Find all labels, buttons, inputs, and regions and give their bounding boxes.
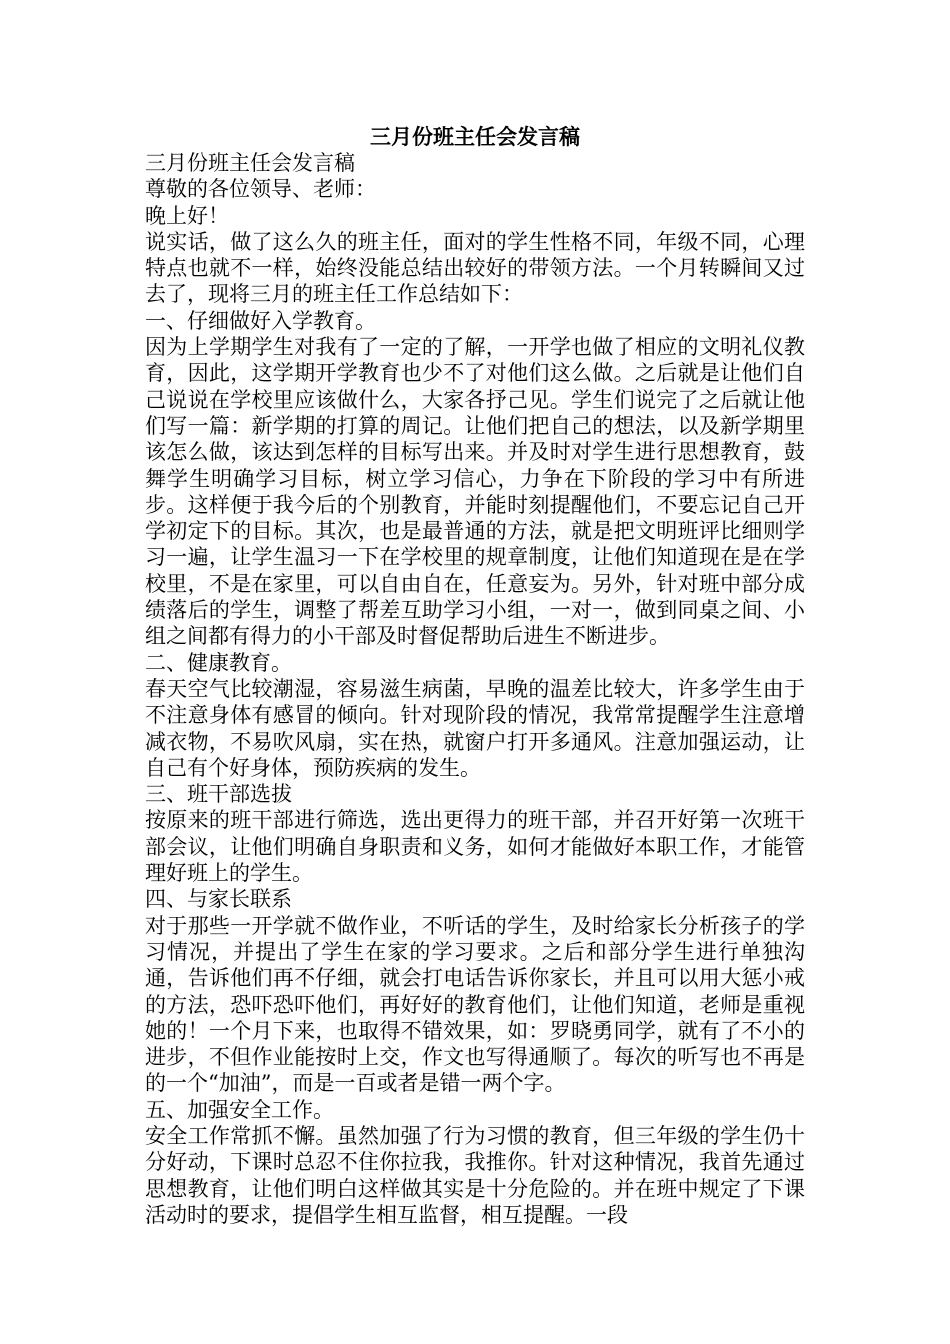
section-heading-3: 三、班干部选拔	[145, 782, 292, 807]
section-body-3: 按原来的班干部进行筛选，选出更得力的班干部，并召开好第一次班干部会议，让他们明确自身职责和义务，如何才能做好本职工作，才能管理好班上的学生。	[145, 808, 805, 886]
greeting: 晚上好！	[145, 203, 229, 228]
section-heading-4: 四、与家长联系	[145, 887, 292, 912]
document-title: 三月份班主任会发言稿	[370, 124, 580, 149]
intro-paragraph: 说实话，做了这么久的班主任，面对的学生性格不同，年级不同，心理特点也就不一样，始终没能总结出较好的带领方法。一个月转瞬间又过去了，现将三月的班主任工作总结如下：	[145, 229, 805, 307]
section-heading-2: 二、健康教育。	[145, 650, 292, 675]
section-heading-1: 一、仔细做好入学教育。	[145, 308, 376, 333]
salutation: 尊敬的各位领导、老师：	[145, 177, 376, 202]
section-body-4: 对于那些一开学就不做作业，不听话的学生，及时给家长分析孩子的学习情况，并提出了学生在家的学习要求。之后和部分学生进行单独沟通，告诉他们再不仔细，就会打电话告诉你家长，并且可以用大惩小戒的方法，恐吓恐吓他们，再好好的教育他们，让他们知道，老师是重视她的！一个月下来，也取得不错效果，如：罗晓勇同学，就有了不小的进步，不但作业能按时上交，作文也写得通顺了。每次的听写也不再是的一个“加油”，而是一百或者是错一两个字。	[145, 913, 805, 1096]
section-body-1: 因为上学期学生对我有了一定的了解，一开学也做了相应的文明礼仪教育，因此，这学期开学教育也少不了对他们这么做。之后就是让他们自己说说在学校里应该做什么，大家各抒己见。学生们说完了之后就让他们写一篇：新学期的打算的周记。让他们把自己的想法，以及新学期里该怎么做，该达到怎样的目标写出来。并及时对学生进行思想教育，鼓舞学生明确学习目标，树立学习信心，力争在下阶段的学习中有所进步。这样便于我今后的个别教育，并能时刻提醒他们，不要忘记自己开学初定下的目标。其次，也是最普通的方法，就是把文明班评比细则学习一遍，让学生温习一下在学校里的规章制度，让他们知道现在是在学校里，不是在家里，可以自由自在，任意妄为。另外，针对班中部分成绩落后的学生，调整了帮差互助学习小组，一对一，做到同桌之间、小组之间都有得力的小干部及时督促帮助后进生不断进步。	[145, 335, 805, 649]
document-body	[145, 150, 805, 1228]
section-heading-5: 五、加强安全工作。	[145, 1097, 334, 1122]
subtitle-line: 三月份班主任会发言稿	[145, 151, 355, 175]
section-body-2: 春天空气比较潮湿，容易滋生病菌，早晚的温差比较大，许多学生由于不注意身体有感冒的倾向。针对现阶段的情况，我常常提醒学生注意增减衣物，不易吹风扇，实在热，就窗户打开多通风。注意加强运动，让自己有个好身体，预防疾病的发生。	[145, 676, 805, 780]
section-body-5: 安全工作常抓不懈。虽然加强了行为习惯的教育，但三年级的学生仍十分好动，下课时总忍不住你拉我，我推你。针对这种情况，我首先通过思想教育，让他们明白这样做其实是十分危险的。并在班中规定了下课活动时的要求，提倡学生相互监督，相互提醒。一段	[145, 1123, 805, 1227]
